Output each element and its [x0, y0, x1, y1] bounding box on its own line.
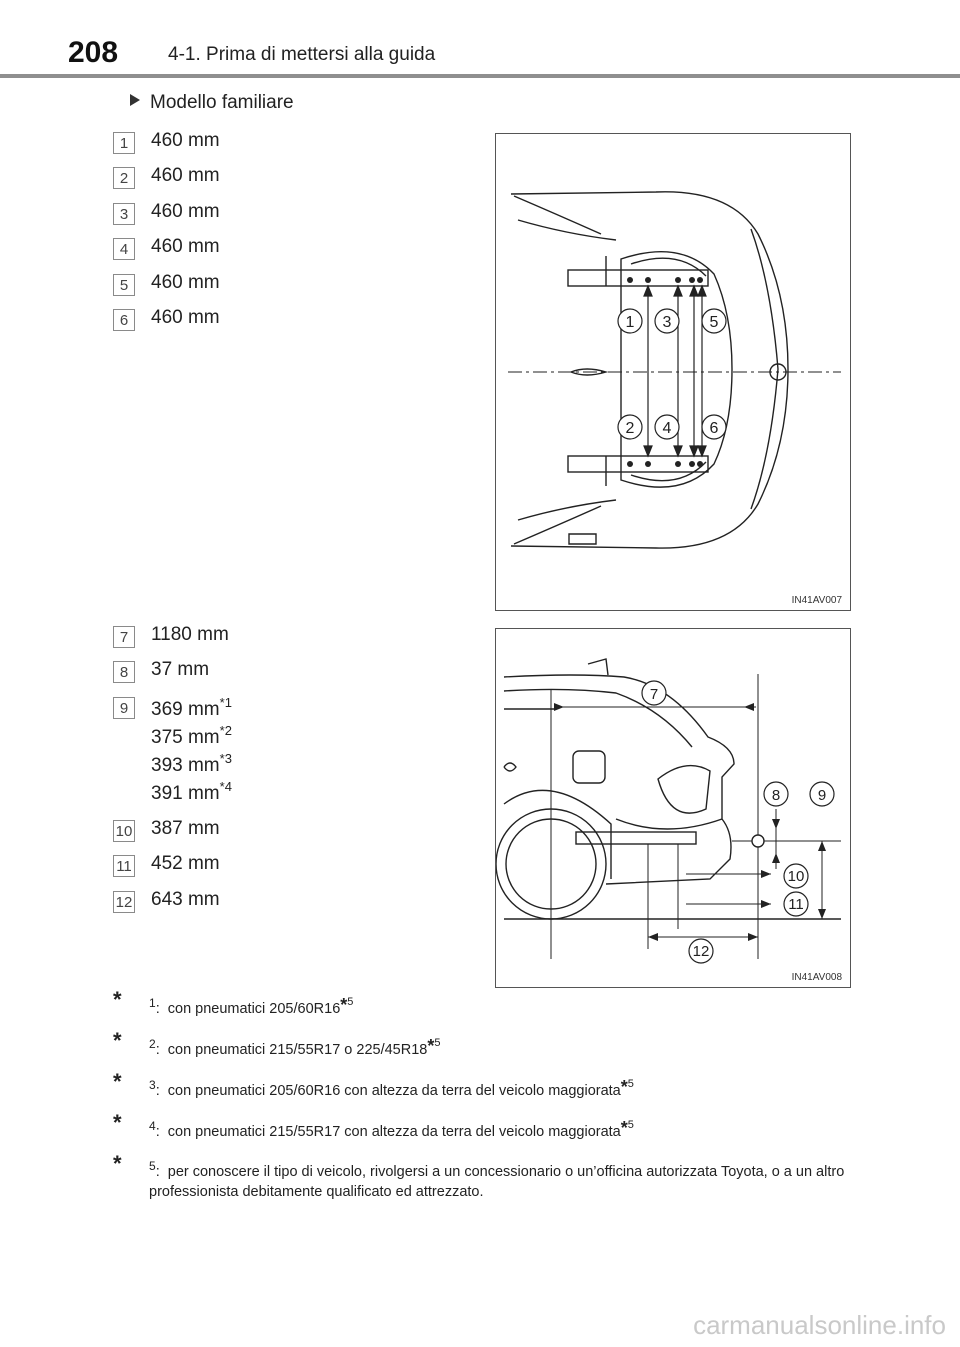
measurement-value: 460 mm — [151, 307, 220, 328]
measurement-value: 643 mm — [151, 889, 220, 910]
callout-4: 4 — [662, 420, 672, 437]
callout-5: 5 — [709, 314, 719, 331]
measurement-value: 460 mm — [151, 165, 220, 186]
footnote-1: * $^1$: con pneumatici 205/60R16*$^5$ — [113, 987, 354, 1017]
number-badge: 6 — [113, 309, 135, 331]
callout-11: 11 — [788, 896, 804, 913]
measurement-9-alt-2: 375 $mm^{*2}$ — [151, 723, 232, 748]
callout-2: 2 — [625, 420, 635, 437]
triangle-bullet-icon — [130, 94, 140, 106]
vehicle-side-view-drawing — [496, 629, 850, 987]
subheading — [130, 92, 294, 114]
measurement-9-alt-3: 393 $mm^{*3}$ — [151, 751, 232, 776]
callout-12: 12 — [692, 943, 710, 960]
callout-9: 9 — [817, 787, 827, 804]
footnotes — [113, 987, 858, 1216]
callout-3: 3 — [662, 314, 672, 331]
figure-side-view — [495, 628, 851, 988]
footnote-2: * $^2$: con pneumatici 215/55R17 o 225/45R18*$^5$ — [113, 1028, 441, 1058]
number-badge: 11 — [113, 855, 135, 877]
measurement-9-alt-4: 391 $mm^{*4}$ — [151, 779, 232, 804]
measurement-value: 460 mm — [151, 201, 220, 222]
measurement-value: 1180 mm — [151, 624, 229, 645]
figure-top-view — [495, 133, 851, 611]
watermark: carmanualsonline.info — [693, 1310, 946, 1340]
figure-code: IN41AV007 — [791, 595, 842, 606]
section-title: 4-1. Prima di mettersi alla guida — [168, 44, 436, 65]
footnote-3: * $^3$: con pneumatici 205/60R16 con altezza da terra del veicolo maggiorata*$^5$ — [113, 1069, 634, 1099]
page-header — [0, 0, 960, 78]
callout-7: 7 — [649, 686, 659, 703]
number-badge: 9 — [113, 697, 135, 719]
number-badge: 8 — [113, 661, 135, 683]
number-badge: 3 — [113, 203, 135, 225]
measurement-value: 460 mm — [151, 272, 220, 293]
number-badge: 2 — [113, 167, 135, 189]
measurement-value: 387 mm — [151, 818, 220, 839]
callout-8: 8 — [771, 787, 781, 804]
vehicle-top-view-drawing — [496, 134, 850, 610]
footnote-4: * $^4$: con pneumatici 215/55R17 con altezza da terra del veicolo maggiorata*$^5$ — [113, 1110, 634, 1140]
number-badge: 10 — [113, 820, 135, 842]
callout-6: 6 — [709, 420, 719, 437]
number-badge: 5 — [113, 274, 135, 296]
header-rule — [0, 74, 960, 78]
figure-code: IN41AV008 — [791, 972, 842, 983]
number-badge: 12 — [113, 891, 135, 913]
measurement-value: 460 mm — [151, 236, 220, 257]
subheading-text: Modello familiare — [150, 92, 294, 113]
measurement-value: 369 $mm^{*1}$ — [151, 695, 232, 720]
footnote-5: * $^5$: per conoscere il tipo di veicolo, rivolgersi a un concessionario o un’officina autorizzata Toyota, o a un altro professionista debitamente qualificato ed attrezzato. — [113, 1151, 845, 1200]
measurement-value: 452 mm — [151, 853, 220, 874]
number-badge: 4 — [113, 238, 135, 260]
callout-10: 10 — [787, 868, 805, 885]
callout-1: 1 — [625, 314, 635, 331]
number-badge: 1 — [113, 132, 135, 154]
measurement-value: 37 mm — [151, 659, 210, 680]
measurement-value: 460 mm — [151, 130, 220, 151]
number-badge: 7 — [113, 626, 135, 648]
page-number: 208 — [68, 36, 119, 69]
